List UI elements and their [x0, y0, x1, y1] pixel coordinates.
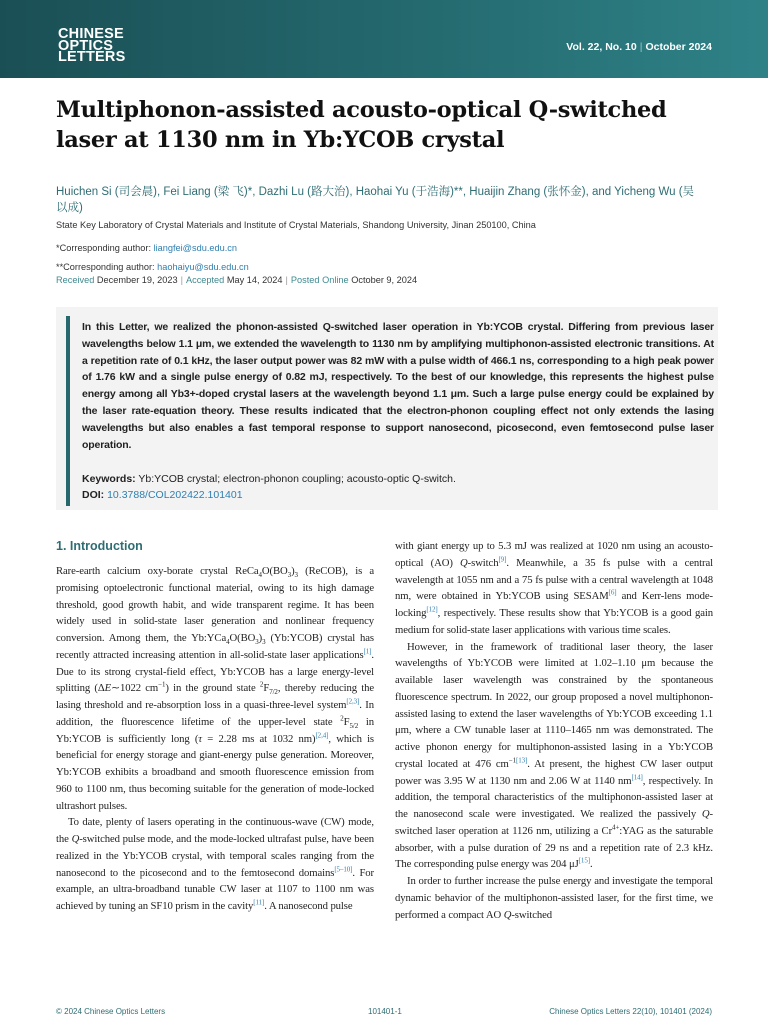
footer-copyright: © 2024 Chinese Optics Letters	[56, 1007, 166, 1016]
logo-line-1: CHINESE	[58, 26, 124, 42]
logo-line-2: OPTICS	[58, 37, 114, 54]
body-paragraph: To date, plenty of lasers operating in the continuous-wave (CW) mode, the Q-switched pulse mode, and the mode-locked ultrafast pulse, have been realized in the Yb:YCOB crystal, with temporal scales ranging from the nanosecond to the picosecond and to the femtosecond domains[5–10]. For example, an ultra-broadband tunable CW laser at 1107 to 1100 nm was achieved by tuning an SF10 prism in the cavity[11]. A nanosecond pulse	[56, 816, 374, 912]
date-separator: |	[285, 275, 288, 285]
body-column-left	[56, 563, 374, 915]
issue-info	[566, 41, 712, 53]
received-date: December 19, 2023	[96, 275, 178, 285]
body-paragraph: In order to further increase the pulse energy and investigate the temporal dynamic behavior of the multiphonon-assisted laser, for the first time, we performed a compact AO Q-switched	[395, 875, 713, 921]
body-column-right	[395, 538, 713, 923]
corresponding-author-1	[56, 243, 237, 253]
footer-page-number: 101401-1	[368, 1007, 402, 1016]
received-label: Received	[56, 275, 95, 285]
corresponding-email-link[interactable]: haohaiyu@sdu.edu.cn	[157, 262, 249, 272]
posted-date: October 9, 2024	[351, 275, 418, 285]
date-separator: |	[180, 275, 183, 285]
posted-label: Posted Online	[290, 275, 349, 285]
corresponding-label: *Corresponding author:	[56, 243, 151, 253]
accepted-label: Accepted	[185, 275, 225, 285]
author-list: Huichen Si (司会晨), Fei Liang (梁 飞)*, Dazhi Lu (路大治), Haohai Yu (于浩海)**, Huaijin Zhang (张怀金), and Yicheng Wu (吴以成)	[56, 186, 695, 214]
paper-title: Multiphonon-assisted acousto-optical Q-switched laser at 1130 nm in Yb:YCOB crystal	[56, 97, 667, 153]
keywords	[82, 473, 456, 485]
doi	[82, 489, 243, 501]
affiliation: State Key Laboratory of Crystal Materials and Institute of Crystal Materials, Shandong University, Jinan 250100, China	[56, 220, 536, 230]
logo-line-3: LETTERS	[58, 49, 126, 65]
body-paragraph: with giant energy up to 5.3 mJ was realized at 1020 nm using an acousto-optical (AO) Q-switch[9]. Meanwhile, a 35 fs pulse with a central wavelength at 1055 nm and a 75 fs pulse with a central wavelength at 1048 nm, were obtained in Yb:YCOB using SESAM[6] and Kerr-lens mode-locking[12], respectively. These results show that Yb:YCOB is a good gain medium for solid-state laser applications with various time scales.	[395, 540, 713, 636]
issue-separator: |	[639, 41, 643, 53]
doi-link[interactable]: 10.3788/COL202422.101401	[107, 489, 243, 501]
body-paragraph: However, in the framework of traditional laser theory, the laser wavelengths of Yb:YCOB were limited at 1.02–1.10 μm because the available laser wavelength was constrained by the spontaneous fluorescence spectrum. In 2022, our group proposed a novel multiphonon-assisted lasing to extend the laser wavelengths of Yb:YCOB exceeding 1.1 μm, where a CW tunable laser at 1110–1465 nm was demonstrated. The active phonon energy for multiphonon-assisted lasing in a Yb:YCOB crystal located at 476 $cm^{-1[13]}$. At present, the highest CW laser output power was 3.95 W at 1130 nm and 2.06 W at 1140 nm[14], respectively. In addition, the temporal characteristics of the multiphonon-assisted laser at the nanosecond scale were investigated. We realized the passively Q-switched laser operation at 1126 nm, utilizing a $Cr^{4+}:YAG$ as the saturable absorber, with a pulse duration of 29 ns and a repetition rate of 2.3 kHz. The corresponding pulse energy was 204 μJ[15].	[395, 640, 713, 871]
abstract-text: In this Letter, we realized the phonon-assisted Q-switched laser operation in Yb:YCOB crystal. Differing from previous laser wavelengths below 1.1 μm, we extended the wavelength to 1130 nm by amplifying multiphonon-assisted electronic transitions. At a repetition rate of 0.1 kHz, the laser output power was 82 mW with a pulse width of 466.1 ns, corresponding to a high peak power of 1.76 kW and a single pulse energy of 0.82 mJ, respectively. To the best of our knowledge, this represents the highest pulse energy among all Yb3+-doped crystal lasers at the wavelength beyond 1.1 μm. Such a large pulse energy could be explained by the laser rate-equation theory. These results indicated that the electron-phonon coupling effect not only extends the lasing wavelengths but also enables a fast temporal response to support nanosecond, picosecond, even femtosecond pulse laser operation.	[82, 321, 714, 451]
body-paragraph: Rare-earth calcium oxy-borate crystal $ReCa_4O(BO_3)_3$ (ReCOB), is a promising optoelectronic functional material, owing to its high damage threshold, good growth habit, and wide transparent regime. It has been widely used in solid-state laser generation and nonlinear frequency conversion. Among them, the $Yb:YCa_4O(BO_3)_3$ (Yb:YCOB) crystal has recently attracted increasing attention in all-solid-state laser applications[1]. Due to its strong crystal-field effect, Yb:YCOB has a large energy-level splitting (ΔE∼1022 $cm^{-1}$) in the ground state $^2F_{7/2}$, thereby reducing the lasing threshold and re-absorption loss in a quasi-three-level system[2,3]. In addition, the fluorescence lifetime of the upper-level state $^2F_{5/2}$ in Yb:YCOB is sufficiently long (τ = 2.28 ms at 1032 nm)[2,4], which is beneficial for energy storage and giant-energy pulse generation. Moreover, Yb:YCOB exhibits a broadband and smooth fluorescence emission from 960 to 1100 nm, thus becoming suitable for the generation of mode-locked ultrashort pulses.	[56, 565, 374, 812]
publication-dates	[56, 275, 417, 285]
footer-citation: Chinese Optics Letters 22(10), 101401 (2024)	[549, 1007, 712, 1016]
corresponding-author-2	[56, 262, 249, 272]
corresponding-email-link[interactable]: liangfei@sdu.edu.cn	[153, 243, 237, 253]
issue-date: October 2024	[645, 41, 712, 53]
section-heading-introduction: 1. Introduction	[56, 539, 143, 553]
keywords-label: Keywords:	[82, 473, 136, 485]
doi-label: DOI:	[82, 489, 105, 501]
journal-logo[interactable]	[58, 26, 126, 65]
accepted-date: May 14, 2024	[226, 275, 283, 285]
keywords-text: Yb:YCOB crystal; electron-phonon coupling; acousto-optic Q-switch.	[138, 473, 456, 485]
corresponding-label: **Corresponding author:	[56, 262, 155, 272]
volume-number: Vol. 22, No. 10	[566, 41, 637, 53]
abstract-accent-bar	[66, 316, 70, 506]
